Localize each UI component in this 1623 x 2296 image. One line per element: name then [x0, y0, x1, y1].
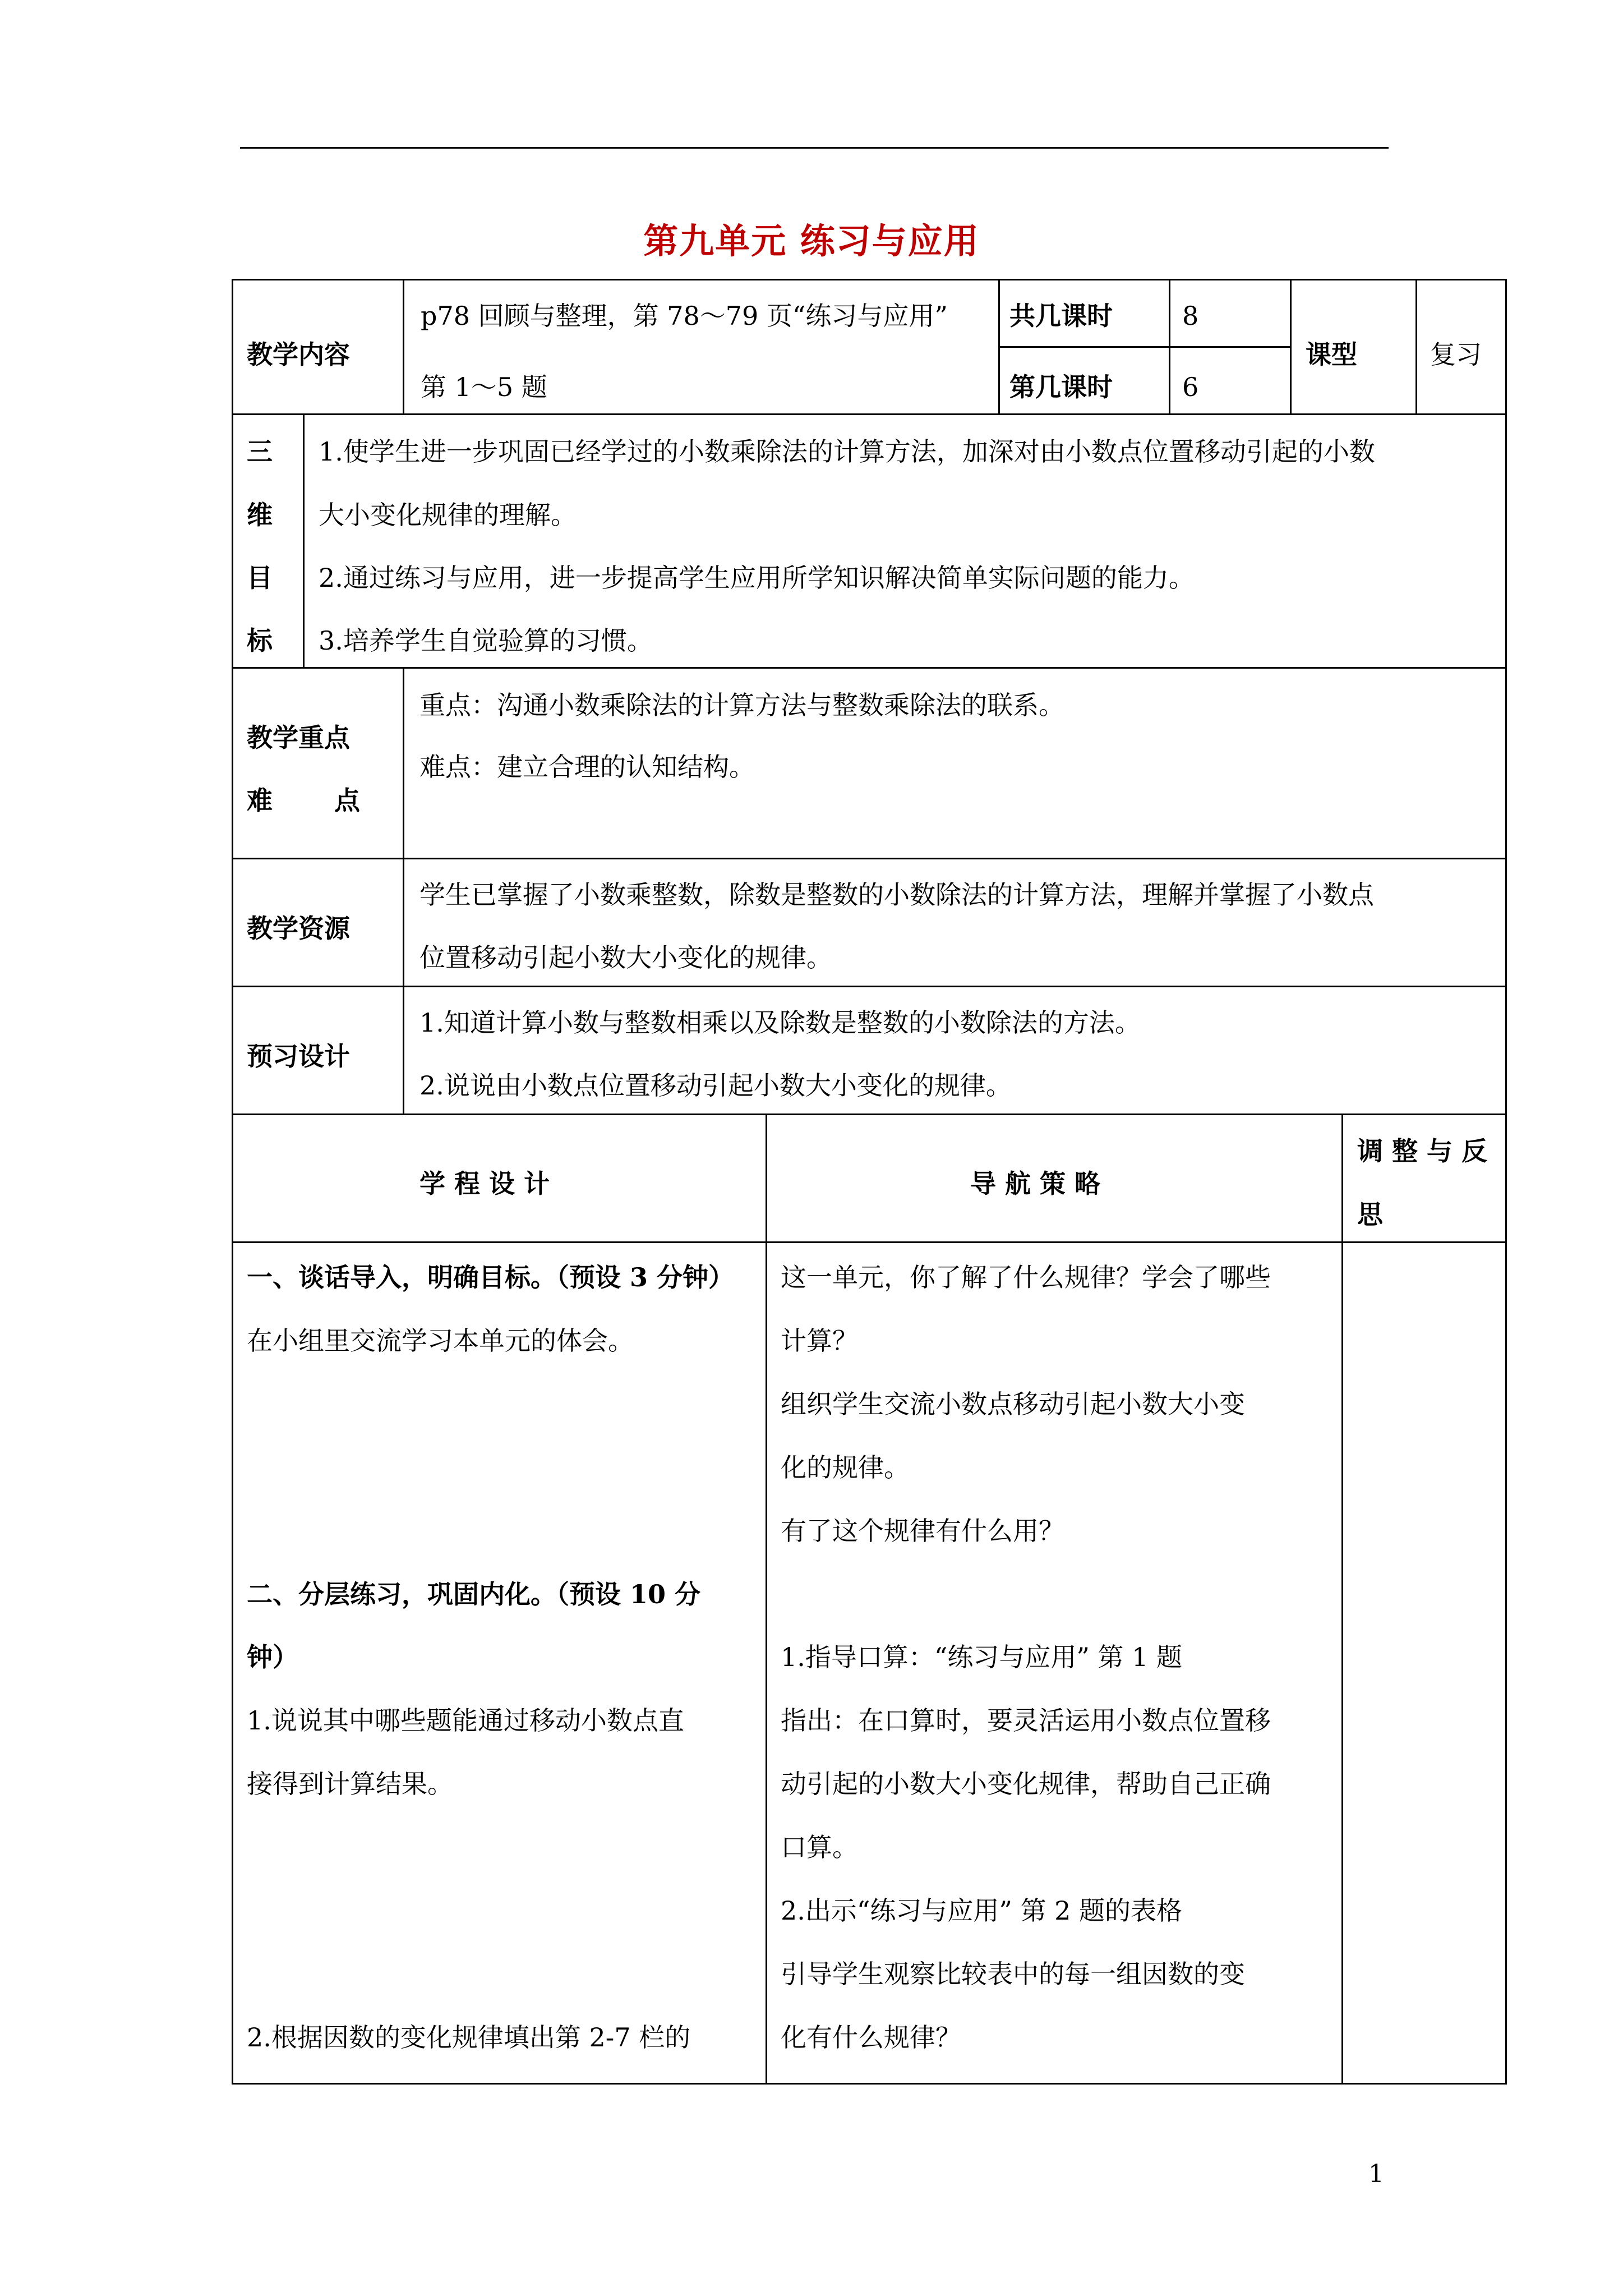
objective-line: 3.培养学生自觉验算的习惯。 — [319, 625, 653, 656]
difficulty-label-a: 难 — [247, 785, 273, 816]
lesson-number-value: 6 — [1182, 372, 1199, 402]
objectives-label-char: 维 — [247, 500, 273, 530]
strategy-text: 计算？ — [781, 1326, 858, 1356]
resources-line: 学生已掌握了小数乘整数，除数是整数的小数除法的计算方法，理解并掌握了小数点 — [419, 880, 1374, 910]
learning-step-text: 在小组里交流学习本单元的体会。 — [247, 1326, 634, 1356]
teaching-content-label: 教学内容 — [247, 339, 350, 370]
lesson-type-value: 复习 — [1430, 339, 1482, 370]
key-point-text: 重点：沟通小数乘除法的计算方法与整数乘除法的联系。 — [419, 690, 1064, 720]
column-header-adjust-reflect: 调 整 与 反 — [1357, 1136, 1488, 1166]
column-header-navigation-strategy: 导 航 策 略 — [970, 1168, 1101, 1199]
learning-step-heading: 一、谈话导入，明确目标。（预设 3 分钟） — [247, 1262, 735, 1292]
strategy-text: 化的规律。 — [781, 1452, 910, 1483]
resources-line: 位置移动引起小数大小变化的规律。 — [419, 942, 832, 973]
difficulty-label-b: 点 — [334, 785, 360, 816]
total-lessons-value: 8 — [1182, 301, 1199, 331]
teaching-content-line1: p78 回顾与整理，第 78～79 页“练习与应用” — [421, 301, 948, 331]
strategy-text: 1.指导口算：“练习与应用” 第 1 题 — [781, 1642, 1183, 1672]
learning-step-text: 1.说说其中哪些题能通过移动小数点直 — [247, 1705, 684, 1736]
objectives-label-char: 目 — [247, 563, 273, 593]
preview-line: 1.知道计算小数与整数相乘以及除数是整数的小数除法的方法。 — [419, 1007, 1141, 1038]
objectives-label-char: 标 — [247, 625, 273, 656]
preview-line: 2.说说由小数点位置移动引起小数大小变化的规律。 — [419, 1070, 1012, 1101]
header-rule — [240, 147, 1389, 149]
strategy-text: 动引起的小数大小变化规律，帮助自己正确 — [781, 1769, 1271, 1799]
resources-label: 教学资源 — [247, 913, 350, 944]
learning-step-heading: 钟） — [247, 1642, 298, 1672]
total-lessons-label: 共几课时 — [1009, 301, 1113, 331]
strategy-text: 2.出示“练习与应用” 第 2 题的表格 — [781, 1895, 1183, 1926]
page-number: 1 — [1368, 2160, 1384, 2188]
strategy-text: 化有什么规律？ — [781, 2022, 961, 2053]
page-title: 第九单元 练习与应用 — [643, 220, 980, 261]
strategy-text: 指出：在口算时，要灵活运用小数点位置移 — [781, 1705, 1271, 1736]
objective-line: 1.使学生进一步巩固已经学过的小数乘除法的计算方法，加深对由小数点位置移动引起的小数 — [319, 436, 1375, 467]
teaching-content-line2: 第 1～5 题 — [421, 372, 547, 402]
strategy-text: 口算。 — [781, 1832, 858, 1862]
objectives-label-char: 三 — [247, 436, 273, 467]
lesson-number-label: 第几课时 — [1009, 372, 1113, 402]
strategy-text: 这一单元，你了解了什么规律？学会了哪些 — [781, 1262, 1271, 1292]
strategy-text: 组织学生交流小数点移动引起小数大小变 — [781, 1389, 1245, 1419]
key-points-label: 教学重点 — [247, 723, 350, 753]
learning-step-text: 接得到计算结果。 — [247, 1769, 453, 1799]
learning-step-text: 2.根据因数的变化规律填出第 2-7 栏的 — [247, 2022, 691, 2053]
learning-step-heading: 二、分层练习，巩固内化。（预设 10 分 — [247, 1579, 701, 1609]
preview-label: 预习设计 — [247, 1041, 350, 1071]
column-header-adjust-reflect-cont: 思 — [1357, 1199, 1383, 1230]
strategy-text: 引导学生观察比较表中的每一组因数的变 — [781, 1959, 1245, 1989]
column-header-learning-design: 学 程 设 计 — [419, 1168, 550, 1199]
lesson-type-label: 课型 — [1306, 339, 1357, 370]
objective-line: 2.通过练习与应用，进一步提高学生应用所学知识解决简单实际问题的能力。 — [319, 563, 1195, 593]
strategy-text: 有了这个规律有什么用？ — [781, 1516, 1064, 1546]
difficulty-text: 难点：建立合理的认知结构。 — [419, 752, 755, 782]
objective-line: 大小变化规律的理解。 — [319, 500, 577, 530]
